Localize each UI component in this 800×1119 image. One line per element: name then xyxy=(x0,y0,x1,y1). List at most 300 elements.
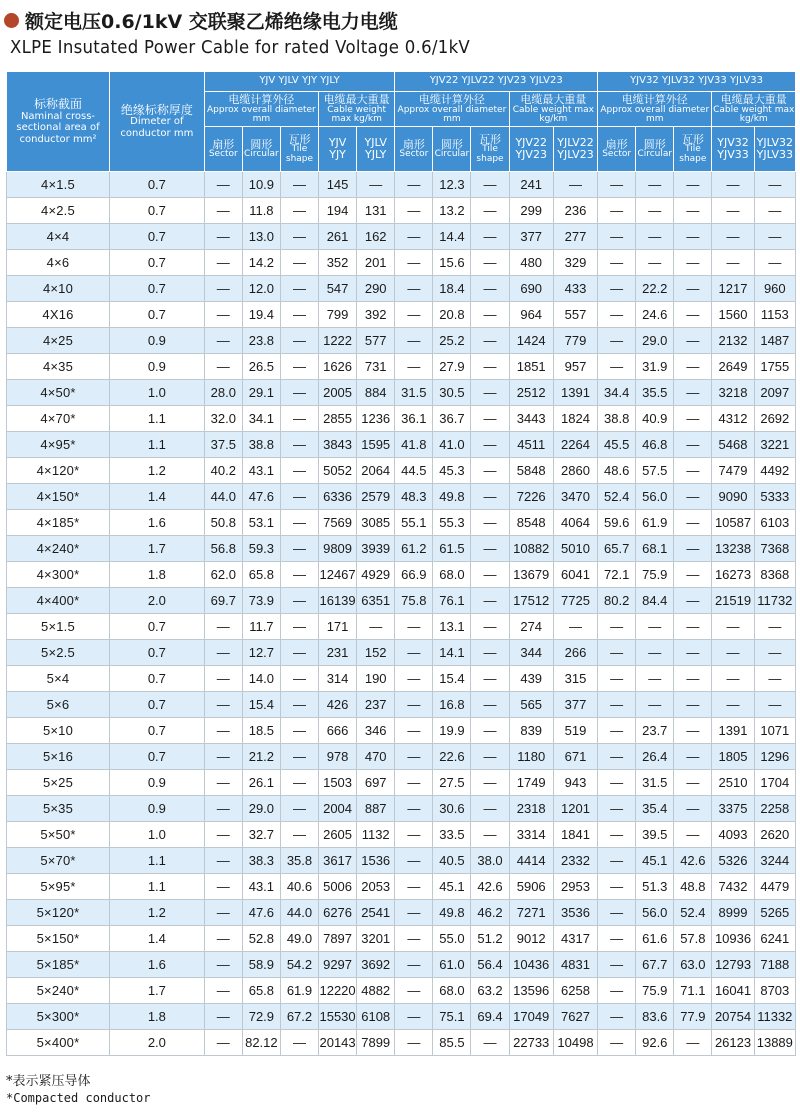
table-cell: 697 xyxy=(357,770,395,796)
header-group-yjv: YJV YJLV YJY YJLY xyxy=(204,72,395,92)
table-cell: — xyxy=(471,198,509,224)
table-cell: 964 xyxy=(509,302,553,328)
table-cell: 6103 xyxy=(754,510,795,536)
table-cell: 1824 xyxy=(553,406,597,432)
table-cell: 7569 xyxy=(319,510,357,536)
table-cell: 44.0 xyxy=(280,900,318,926)
table-cell: 48.8 xyxy=(674,874,712,900)
table-cell: 171 xyxy=(319,614,357,640)
cell-section: 4×70* xyxy=(7,406,110,432)
table-cell: 5848 xyxy=(509,458,553,484)
table-cell: 46.2 xyxy=(471,900,509,926)
table-row xyxy=(7,380,796,406)
table-cell: — xyxy=(280,484,318,510)
table-cell: — xyxy=(636,666,674,692)
table-cell: 5326 xyxy=(712,848,754,874)
table-cell: — xyxy=(674,276,712,302)
cell-insulation: 0.9 xyxy=(109,354,204,380)
table-cell: 7432 xyxy=(712,874,754,900)
table-cell: — xyxy=(204,848,242,874)
table-cell: — xyxy=(204,172,242,198)
table-row xyxy=(7,666,796,692)
table-cell: 3314 xyxy=(509,822,553,848)
table-cell: 731 xyxy=(357,354,395,380)
table-cell: 1153 xyxy=(754,302,795,328)
sector-en: Sector xyxy=(208,149,238,160)
table-cell: — xyxy=(395,926,433,952)
table-cell: — xyxy=(280,354,318,380)
table-cell: 5052 xyxy=(319,458,357,484)
table-cell: 75.9 xyxy=(636,562,674,588)
table-cell: — xyxy=(712,614,754,640)
table-cell: 73.9 xyxy=(242,588,280,614)
table-cell: 13.2 xyxy=(433,198,471,224)
table-cell: 11.8 xyxy=(242,198,280,224)
table-cell: 2953 xyxy=(553,874,597,900)
table-cell: — xyxy=(674,354,712,380)
cell-insulation: 1.1 xyxy=(109,406,204,432)
table-cell: 25.2 xyxy=(433,328,471,354)
table-cell: — xyxy=(674,588,712,614)
table-cell: 266 xyxy=(553,640,597,666)
table-cell: 80.2 xyxy=(598,588,636,614)
table-cell: 38.8 xyxy=(598,406,636,432)
cell-insulation: 1.2 xyxy=(109,900,204,926)
table-cell: 82.12 xyxy=(242,1030,280,1056)
table-cell: — xyxy=(280,172,318,198)
table-cell: — xyxy=(553,614,597,640)
table-cell: 83.6 xyxy=(636,1004,674,1030)
table-cell: 7188 xyxy=(754,952,795,978)
table-cell: 69.7 xyxy=(204,588,242,614)
table-cell: — xyxy=(280,770,318,796)
table-cell: — xyxy=(471,770,509,796)
table-cell: 27.5 xyxy=(433,770,471,796)
table-row xyxy=(7,1030,796,1056)
cell-section: 5×6 xyxy=(7,692,110,718)
table-cell: 315 xyxy=(553,666,597,692)
cell-insulation: 1.6 xyxy=(109,952,204,978)
table-cell: — xyxy=(471,172,509,198)
table-cell: 14.2 xyxy=(242,250,280,276)
table-cell: 6258 xyxy=(553,978,597,1004)
table-cell: — xyxy=(280,588,318,614)
table-cell: 2097 xyxy=(754,380,795,406)
table-cell: — xyxy=(280,562,318,588)
table-cell: 10498 xyxy=(553,1030,597,1056)
table-cell: 1391 xyxy=(712,718,754,744)
table-cell: 38.0 xyxy=(471,848,509,874)
header-weight-3 xyxy=(712,92,796,127)
table-cell: 35.5 xyxy=(636,380,674,406)
table-cell: 66.9 xyxy=(395,562,433,588)
table-cell: 61.2 xyxy=(395,536,433,562)
table-row xyxy=(7,250,796,276)
header-circular xyxy=(433,127,471,172)
table-cell: — xyxy=(471,328,509,354)
table-cell: 20143 xyxy=(319,1030,357,1056)
table-cell: 84.4 xyxy=(636,588,674,614)
table-cell: — xyxy=(674,770,712,796)
table-cell: 2620 xyxy=(754,822,795,848)
table-cell: 8548 xyxy=(509,510,553,536)
table-cell: — xyxy=(598,848,636,874)
table-cell: 10587 xyxy=(712,510,754,536)
cell-insulation: 0.7 xyxy=(109,276,204,302)
table-cell: — xyxy=(471,536,509,562)
table-cell: — xyxy=(204,276,242,302)
table-cell: 13889 xyxy=(754,1030,795,1056)
table-cell: — xyxy=(674,536,712,562)
table-cell: — xyxy=(471,796,509,822)
sector-cn: 扇形 xyxy=(605,137,628,151)
table-cell: — xyxy=(598,172,636,198)
table-cell: 55.0 xyxy=(433,926,471,952)
table-cell: — xyxy=(395,822,433,848)
table-cell: — xyxy=(754,198,795,224)
diam-en: Approx overall diameter mm xyxy=(397,104,507,124)
table-cell: 11732 xyxy=(754,588,795,614)
table-cell: — xyxy=(712,250,754,276)
table-cell: 7368 xyxy=(754,536,795,562)
cell-section: 5×95* xyxy=(7,874,110,900)
table-cell: — xyxy=(471,614,509,640)
diam-en: Approx overall diameter mm xyxy=(600,104,710,124)
table-cell: 1201 xyxy=(553,796,597,822)
table-cell: — xyxy=(395,302,433,328)
table-cell: 2541 xyxy=(357,900,395,926)
cell-section: 4×400* xyxy=(7,588,110,614)
cable-spec-table xyxy=(6,71,796,1056)
table-cell: — xyxy=(636,640,674,666)
header-sector xyxy=(395,127,433,172)
cell-section: 4×150* xyxy=(7,484,110,510)
cell-section: 5×400* xyxy=(7,1030,110,1056)
table-cell: 16139 xyxy=(319,588,357,614)
table-cell: — xyxy=(471,406,509,432)
table-cell: 29.0 xyxy=(636,328,674,354)
table-cell: 1071 xyxy=(754,718,795,744)
table-cell: 63.2 xyxy=(471,978,509,1004)
sector-en: Sector xyxy=(399,149,429,160)
table-row xyxy=(7,640,796,666)
table-cell: 7899 xyxy=(357,1030,395,1056)
header-weight-2 xyxy=(509,92,598,127)
table-row xyxy=(7,484,796,510)
table-cell: — xyxy=(712,640,754,666)
table-cell: — xyxy=(204,796,242,822)
circular-cn: 圆形 xyxy=(440,137,463,151)
table-cell: 237 xyxy=(357,692,395,718)
table-cell: 15530 xyxy=(319,1004,357,1030)
table-cell: 519 xyxy=(553,718,597,744)
table-row xyxy=(7,588,796,614)
table-cell: 2649 xyxy=(712,354,754,380)
table-cell: 7627 xyxy=(553,1004,597,1030)
table-cell: 61.5 xyxy=(433,536,471,562)
table-cell: — xyxy=(636,692,674,718)
table-cell: 44.0 xyxy=(204,484,242,510)
table-cell: 48.6 xyxy=(598,458,636,484)
table-cell: — xyxy=(280,302,318,328)
table-cell: 13596 xyxy=(509,978,553,1004)
table-cell: — xyxy=(598,224,636,250)
table-cell: 1560 xyxy=(712,302,754,328)
cell-section: 4×2.5 xyxy=(7,198,110,224)
table-cell: 20754 xyxy=(712,1004,754,1030)
table-cell: 145 xyxy=(319,172,357,198)
table-cell: — xyxy=(674,432,712,458)
table-cell: 1805 xyxy=(712,744,754,770)
table-cell: — xyxy=(674,458,712,484)
cell-insulation: 1.6 xyxy=(109,510,204,536)
cell-insulation: 1.8 xyxy=(109,1004,204,1030)
cell-section: 5×2.5 xyxy=(7,640,110,666)
table-cell: 978 xyxy=(319,744,357,770)
cell-insulation: 1.0 xyxy=(109,822,204,848)
cell-insulation: 0.9 xyxy=(109,770,204,796)
table-cell: — xyxy=(471,562,509,588)
table-cell: 3218 xyxy=(712,380,754,406)
table-cell: 23.8 xyxy=(242,328,280,354)
table-cell: — xyxy=(598,874,636,900)
table-cell: 2064 xyxy=(357,458,395,484)
table-cell: 52.8 xyxy=(242,926,280,952)
table-cell: 44.5 xyxy=(395,458,433,484)
table-cell: — xyxy=(674,718,712,744)
table-cell: — xyxy=(636,198,674,224)
table-cell: 31.9 xyxy=(636,354,674,380)
cell-insulation: 1.4 xyxy=(109,926,204,952)
table-cell: — xyxy=(471,744,509,770)
cell-insulation: 1.1 xyxy=(109,848,204,874)
table-cell: — xyxy=(598,770,636,796)
table-cell: 194 xyxy=(319,198,357,224)
table-cell: 1749 xyxy=(509,770,553,796)
table-cell: 42.6 xyxy=(674,848,712,874)
table-cell: — xyxy=(598,666,636,692)
table-cell: 28.0 xyxy=(204,380,242,406)
table-cell: 9012 xyxy=(509,926,553,952)
table-cell: — xyxy=(280,380,318,406)
circular-en: Circular xyxy=(434,149,470,160)
table-cell: — xyxy=(395,900,433,926)
table-row xyxy=(7,510,796,536)
table-cell: 41.8 xyxy=(395,432,433,458)
table-cell: — xyxy=(280,198,318,224)
cell-insulation: 0.7 xyxy=(109,172,204,198)
table-cell: — xyxy=(598,198,636,224)
table-cell: — xyxy=(395,874,433,900)
table-cell: 201 xyxy=(357,250,395,276)
table-cell: 65.7 xyxy=(598,536,636,562)
table-cell: 10.9 xyxy=(242,172,280,198)
table-cell: — xyxy=(204,198,242,224)
table-cell: 3221 xyxy=(754,432,795,458)
header-circular xyxy=(242,127,280,172)
table-cell: — xyxy=(598,1004,636,1030)
cell-section: 5×25 xyxy=(7,770,110,796)
table-cell: 943 xyxy=(553,770,597,796)
table-cell: — xyxy=(204,1030,242,1056)
table-cell: 51.3 xyxy=(636,874,674,900)
table-cell: 261 xyxy=(319,224,357,250)
table-cell: 960 xyxy=(754,276,795,302)
header-insulation xyxy=(109,72,204,172)
table-cell: 23.7 xyxy=(636,718,674,744)
table-row xyxy=(7,848,796,874)
table-cell: 13.0 xyxy=(242,224,280,250)
table-cell: — xyxy=(395,172,433,198)
table-cell: 10936 xyxy=(712,926,754,952)
table-cell: 35.8 xyxy=(280,848,318,874)
header-weight-al-2: YJLV22 YJLV23 xyxy=(553,127,597,172)
table-cell: 24.6 xyxy=(636,302,674,328)
table-cell: 9297 xyxy=(319,952,357,978)
table-cell: — xyxy=(471,458,509,484)
table-cell: 2318 xyxy=(509,796,553,822)
table-cell: — xyxy=(636,250,674,276)
table-body xyxy=(7,172,796,1056)
table-cell: 1236 xyxy=(357,406,395,432)
table-cell: — xyxy=(598,796,636,822)
table-cell: 45.1 xyxy=(433,874,471,900)
cell-section: 5×120* xyxy=(7,900,110,926)
table-cell: 5333 xyxy=(754,484,795,510)
table-cell: 50.8 xyxy=(204,510,242,536)
table-cell: 56.0 xyxy=(636,484,674,510)
table-cell: — xyxy=(754,172,795,198)
table-cell: — xyxy=(280,250,318,276)
table-cell: 43.1 xyxy=(242,874,280,900)
table-cell: — xyxy=(204,614,242,640)
table-cell: — xyxy=(280,822,318,848)
table-cell: 1851 xyxy=(509,354,553,380)
table-cell: — xyxy=(395,276,433,302)
cell-section: 5×50* xyxy=(7,822,110,848)
table-cell: — xyxy=(674,250,712,276)
table-cell: — xyxy=(204,926,242,952)
table-cell: — xyxy=(204,770,242,796)
table-cell: 59.6 xyxy=(598,510,636,536)
table-cell: 3375 xyxy=(712,796,754,822)
table-cell: 40.5 xyxy=(433,848,471,874)
table-cell: 1704 xyxy=(754,770,795,796)
table-cell: 61.6 xyxy=(636,926,674,952)
table-cell: — xyxy=(598,822,636,848)
table-cell: 4312 xyxy=(712,406,754,432)
table-cell: 426 xyxy=(319,692,357,718)
table-cell: 59.3 xyxy=(242,536,280,562)
bullet-dot-icon xyxy=(4,13,19,28)
table-cell: — xyxy=(674,172,712,198)
table-cell: 39.5 xyxy=(636,822,674,848)
table-cell: — xyxy=(598,614,636,640)
table-cell: 54.2 xyxy=(280,952,318,978)
table-cell: — xyxy=(674,796,712,822)
table-cell: 666 xyxy=(319,718,357,744)
table-cell: 1755 xyxy=(754,354,795,380)
table-cell: — xyxy=(598,640,636,666)
table-cell: 52.4 xyxy=(598,484,636,510)
header-weight-cu-3: YJV32 YJV33 xyxy=(712,127,754,172)
diam-cn: 电缆计算外径 xyxy=(228,93,295,106)
table-cell: 45.1 xyxy=(636,848,674,874)
table-cell: 3085 xyxy=(357,510,395,536)
table-cell: 4093 xyxy=(712,822,754,848)
table-cell: — xyxy=(280,640,318,666)
table-cell: 6241 xyxy=(754,926,795,952)
table-cell: 1487 xyxy=(754,328,795,354)
header-insulation-cn: 绝缘标称厚度 xyxy=(120,102,193,117)
table-cell: 63.0 xyxy=(674,952,712,978)
header-weight-cu-2: YJV22 YJV23 xyxy=(509,127,553,172)
table-cell: 346 xyxy=(357,718,395,744)
table-cell: 92.6 xyxy=(636,1030,674,1056)
header-diameter-1 xyxy=(204,92,318,127)
table-row xyxy=(7,354,796,380)
table-cell: 22.2 xyxy=(636,276,674,302)
table-cell: 33.5 xyxy=(433,822,471,848)
table-cell: 236 xyxy=(553,198,597,224)
table-cell: 16.8 xyxy=(433,692,471,718)
cell-insulation: 2.0 xyxy=(109,1030,204,1056)
table-cell: — xyxy=(471,1030,509,1056)
table-cell: — xyxy=(636,224,674,250)
cell-section: 4×50* xyxy=(7,380,110,406)
table-cell: — xyxy=(674,640,712,666)
cell-insulation: 1.7 xyxy=(109,536,204,562)
table-cell: 32.7 xyxy=(242,822,280,848)
table-cell: 2605 xyxy=(319,822,357,848)
table-cell: — xyxy=(395,952,433,978)
table-cell: — xyxy=(598,952,636,978)
cell-insulation: 0.7 xyxy=(109,640,204,666)
cell-section: 4X16 xyxy=(7,302,110,328)
table-cell: 3443 xyxy=(509,406,553,432)
table-cell: 5265 xyxy=(754,900,795,926)
table-cell: — xyxy=(674,484,712,510)
table-row xyxy=(7,926,796,952)
table-cell: 67.7 xyxy=(636,952,674,978)
table-cell: 2053 xyxy=(357,874,395,900)
table-cell: 20.8 xyxy=(433,302,471,328)
table-cell: 7226 xyxy=(509,484,553,510)
table-cell: 32.0 xyxy=(204,406,242,432)
table-row xyxy=(7,224,796,250)
table-cell: 6336 xyxy=(319,484,357,510)
table-cell: — xyxy=(204,744,242,770)
cell-section: 4×95* xyxy=(7,432,110,458)
table-cell: — xyxy=(395,770,433,796)
cell-section: 4×120* xyxy=(7,458,110,484)
table-cell: — xyxy=(674,562,712,588)
table-cell: 352 xyxy=(319,250,357,276)
table-cell: 40.9 xyxy=(636,406,674,432)
table-cell: — xyxy=(598,900,636,926)
table-cell: 8999 xyxy=(712,900,754,926)
table-cell: 5006 xyxy=(319,874,357,900)
cell-section: 5×240* xyxy=(7,978,110,1004)
table-cell: 1132 xyxy=(357,822,395,848)
table-cell: — xyxy=(204,640,242,666)
circular-en: Circular xyxy=(244,149,279,160)
table-cell: 22733 xyxy=(509,1030,553,1056)
table-cell: — xyxy=(674,666,712,692)
cell-insulation: 0.7 xyxy=(109,744,204,770)
table-cell: 152 xyxy=(357,640,395,666)
table-cell: 13.1 xyxy=(433,614,471,640)
